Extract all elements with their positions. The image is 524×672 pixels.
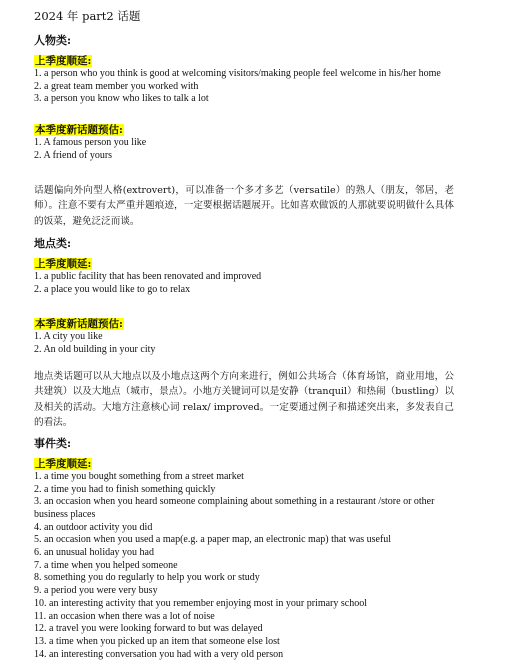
list-item: 3. an occasion when you heard someone complaining about something in a restaurant /store or other business places — [34, 496, 435, 520]
list-item: 2. a time you had to finish something quickly — [34, 483, 216, 495]
list-item: 1. a person who you think is good at welcoming visitors/making people feel welcome in his/her home — [34, 68, 441, 79]
list-item: 9. a period you were very busy — [34, 585, 158, 597]
list-item: 2. a place you would like to go to relax — [34, 283, 191, 295]
list-item: 13. a time when you picked up an item that someone else lost — [34, 635, 280, 647]
places-last-label: 上季度顺延: — [35, 258, 92, 271]
list-item: 10. an interesting activity that you remember enjoying most in your primary school — [34, 597, 367, 609]
people-new-label: 本季度新话题预估: — [35, 124, 123, 137]
places-new-label: 本季度新话题预估: — [35, 318, 123, 331]
people-heading: 人物类: — [34, 34, 72, 47]
list-item: 7. a time when you helped someone — [34, 559, 178, 571]
people-note: 话题偏向外向型人格(extrovert)，可以准备一个多才多艺（versatile）的熟人（朋友，邻居，老师）。注意不要有太严重并题痕迹，一定要根据话题展开。比如喜欢做饭的人那就要说明做什么具体的饭菜，避免泛泛而谈。 — [34, 184, 454, 227]
list-item: 11. an occasion when there was a lot of noise — [34, 610, 215, 622]
document-page — [34, 8, 454, 661]
list-item: 1. a time you bought something from a street market — [34, 470, 244, 482]
list-item: 2. A friend of yours — [34, 149, 113, 161]
list-item: 1. a public facility that has been renovated and improved — [34, 271, 262, 283]
list-item: 5. an occasion when you used a map(e.g. a paper map, an electronic map) that was useful — [34, 534, 392, 546]
list-item: 12. a travel you were looking forward to but was delayed — [34, 623, 263, 635]
list-item: 14. an interesting conversation you had with a very old person — [34, 648, 284, 660]
list-item: 8. something you do regularly to help you work or study — [34, 572, 260, 584]
list-item: 2. a great team member you worked with — [34, 80, 199, 92]
list-item: 2. An old building in your city — [34, 344, 156, 356]
list-item: 4. an outdoor activity you did — [34, 521, 153, 533]
events-heading: 事件类: — [34, 436, 72, 450]
people-last-label: 上季度顺延: — [35, 55, 92, 67]
list-item: 6. an unusual holiday you had — [34, 547, 154, 559]
list-item: 1. A city you like — [34, 331, 103, 343]
events-last-label: 上季度顺延: — [35, 457, 92, 470]
doc-title: 2024 年 part2 话题 — [34, 9, 141, 23]
places-note: 地点类话题可以从大地点以及小地点这两个方向来进行，例如公共场合（体育场馆，商业用地，公共建筑）以及大地点（城市，景点）。小地方关键词可以是安静（tranquil）和热闹（bustling）以及相关的活动。大地方注意核心词 relax/ improved。一定要通过例子和描述突出来，多发表自己的看法。 — [34, 370, 454, 429]
list-item: 1. A famous person you like — [34, 137, 147, 149]
list-item: 3. a person you know who likes to talk a lot — [34, 93, 209, 105]
places-heading: 地点类: — [34, 237, 72, 251]
